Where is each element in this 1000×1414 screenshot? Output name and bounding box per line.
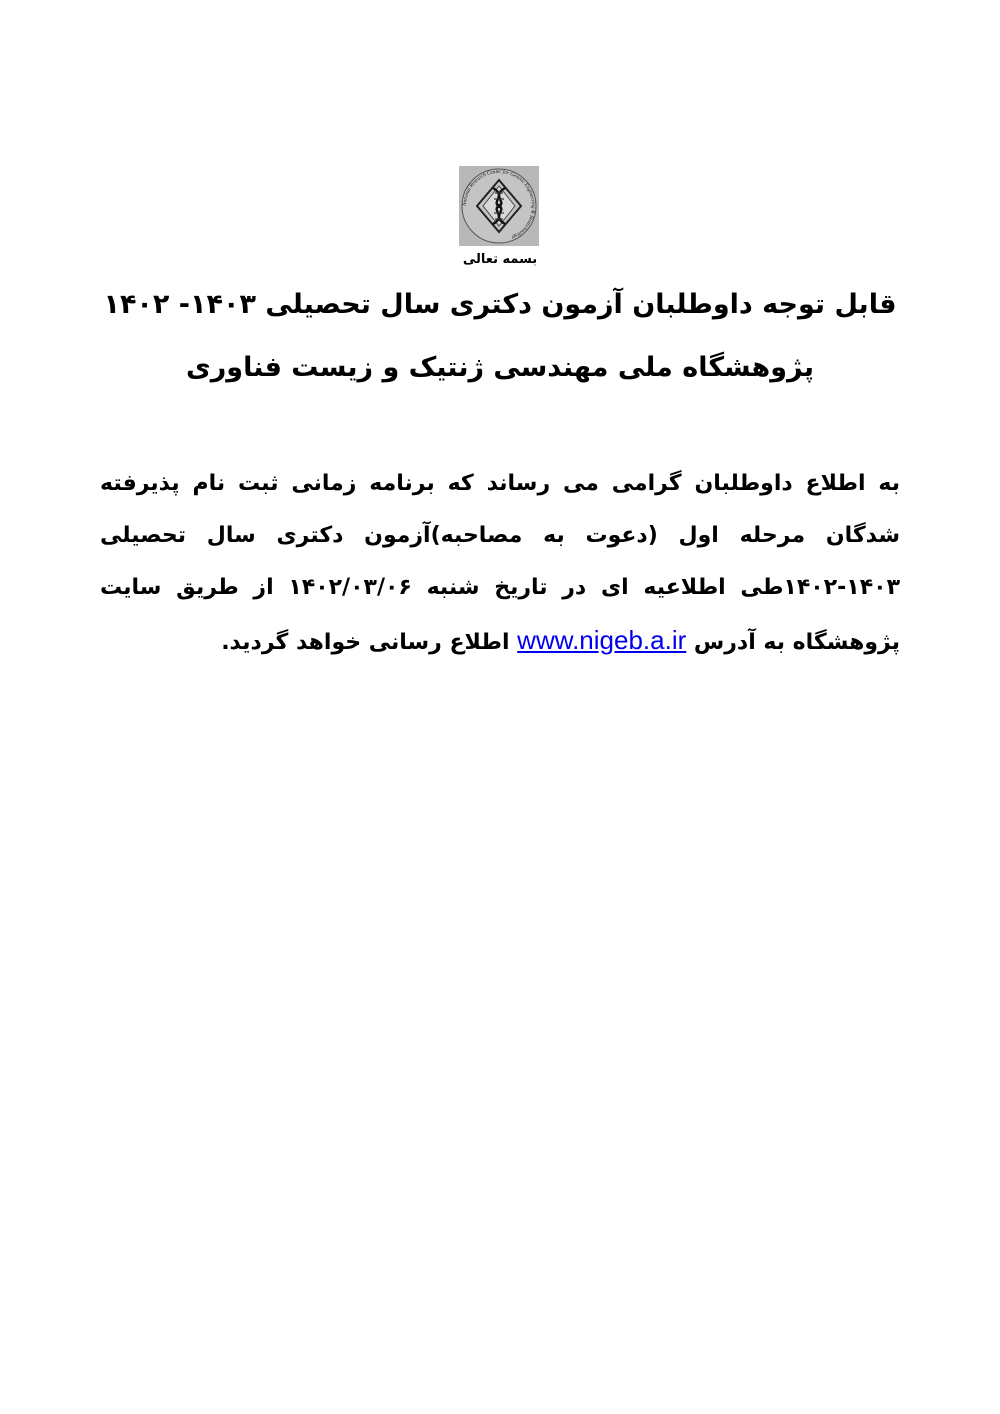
institute-name: پژوهشگاه ملی مهندسی ژنتیک و زیست فناوری [186,352,814,383]
dna-helix-emblem-icon [459,166,539,246]
page-title: قابل توجه داوطلبان آزمون دکتری سال تحصیلی ۱۴۰۳- ۱۴۰۲ [103,289,897,320]
website-link[interactable]: www.nigeb.a.ir [517,625,687,655]
announcement-paragraph [100,458,900,669]
basmala-heading: بسمه تعالی [462,252,538,267]
institute-logo [459,166,539,246]
announcement-text-before-link: به اطلاع داوطلبان گرامی می رساند که برنامه زمانی ثبت نام پذیرفته شدگان مرحله اول (دعوت به مصاحبه)آزمون دکتری سال تحصیلی ۱۴۰۳-۱۴۰۲طی اطلاعیه ای در تاریخ شنبه ۱۴۰۲/۰۳/۰۶ از طریق سایت پژوهشگاه به آدرس [100,471,900,655]
announcement-text-after-link: اطلاع رسانی خواهد گردید. [221,630,518,655]
logo-ring-text: National Research Center for Genetic Engineering & Biotechnology [461,168,537,241]
